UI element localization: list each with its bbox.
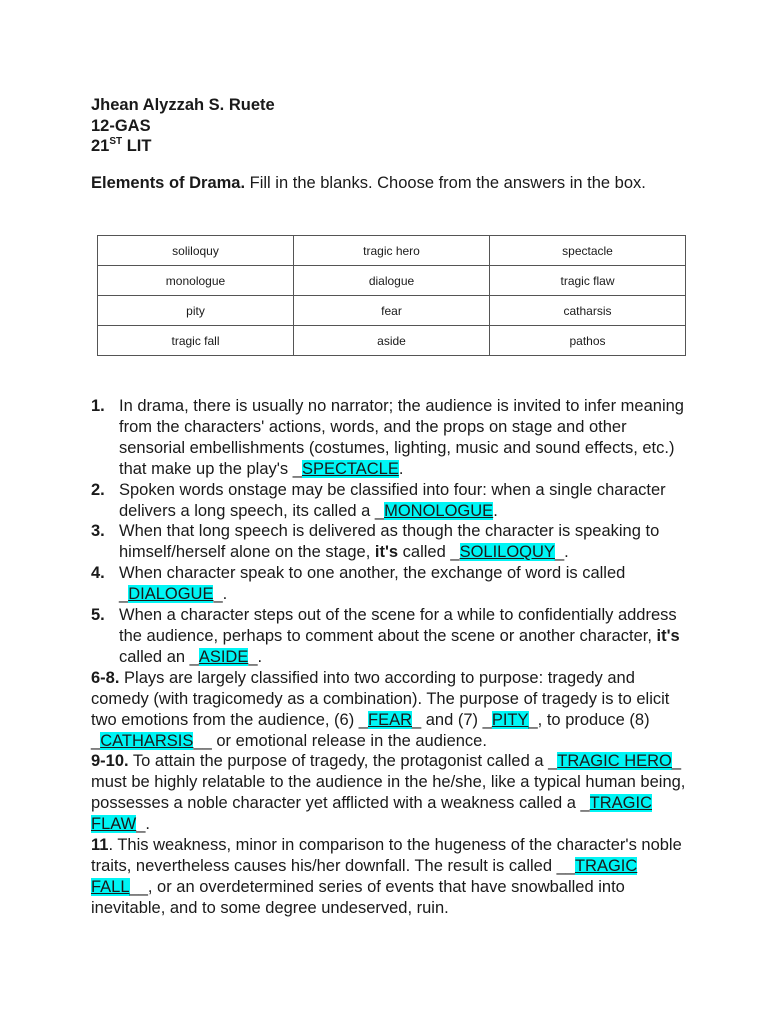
question-text: When that long speech is delivered as though the character is speaking to himself/herself alone on the stage, (119, 522, 660, 562)
question-text-mid: called _ (398, 543, 460, 562)
question-text-end: _. (554, 543, 569, 562)
question-text: Spoken words onstage may be classified into four: when a single character delivers a long speech, its called a _ (119, 480, 666, 520)
question-item (91, 521, 691, 563)
answer-highlight: SPECTACLE (301, 459, 399, 478)
subject-superscript: ST (109, 135, 123, 147)
subject-number: 21 (91, 137, 110, 155)
question-text-end: _. (213, 585, 228, 604)
question-paragraph (91, 668, 691, 752)
question-number: 9-10. (91, 752, 129, 771)
question-text: In drama, there is usually no narrator; the audience is invited to infer meaning from the characters' actions, words, and the props on stage and other sensorial embellishments (costumes, lighting, music and sound effects, etc.) that make up the play's _ (119, 397, 684, 478)
question-number: 3. (91, 522, 105, 541)
question-number: 5. (91, 606, 105, 625)
answer-highlight: CATHARSIS (100, 731, 194, 750)
choices-row (98, 236, 686, 266)
choice-cell: tragic flaw (490, 266, 686, 296)
answer-highlight: MONOLOGUE (384, 501, 494, 520)
question-item (91, 563, 691, 605)
choice-cell: aside (294, 326, 490, 356)
choice-cell: fear (294, 296, 490, 326)
choice-cell: dialogue (294, 266, 490, 296)
choice-cell: catharsis (490, 296, 686, 326)
question-text: _ must be highly relatable to the audience in the he/she, like a typical human being, possesses a noble character yet afflicted with a weakness called a _ (91, 752, 686, 813)
answer-highlight: PITY (491, 710, 529, 729)
question-text: When character speak to one another, the exchange of word is called _ (119, 564, 626, 604)
question-text: _. (136, 815, 150, 834)
answer-highlight: ASIDE (198, 647, 249, 666)
question-text: _ and (7) _ (412, 710, 492, 729)
subject-line (91, 136, 275, 157)
choice-cell: pathos (490, 326, 686, 356)
instructions (91, 173, 661, 194)
question-number: 1. (91, 397, 105, 415)
question-number: 2. (91, 480, 105, 499)
question-bold-word: it's (656, 626, 680, 645)
question-number: 4. (91, 564, 105, 583)
answer-highlight: FEAR (367, 710, 412, 729)
question-paragraph (91, 751, 691, 835)
choice-cell: soliloquy (98, 236, 294, 266)
question-item (91, 480, 691, 522)
answer-highlight: TRAGIC FALL (91, 856, 638, 896)
question-number: 11 (91, 836, 109, 855)
choice-cell: pity (98, 296, 294, 326)
question-item (91, 605, 691, 668)
question-number: 6-8. (91, 668, 120, 687)
answer-choices-box (97, 235, 686, 356)
question-text-end: _. (248, 647, 263, 666)
instructions-text: Fill in the blanks. Choose from the answers in the box. (245, 174, 646, 192)
question-text-end: . (398, 459, 404, 478)
choices-row (98, 326, 686, 356)
subject-name: LIT (122, 137, 152, 155)
choice-cell: spectacle (490, 236, 686, 266)
question-paragraph (91, 835, 691, 919)
question-text: _, to produce (8) _ (91, 710, 650, 750)
answer-highlight: DIALOGUE (128, 585, 214, 604)
answer-highlight: TRAGIC FLAW (91, 794, 652, 834)
question-text: Plays are largely classified into two according to purpose: tragedy and comedy (with tragicomedy as a combination). The purpose of tragedy is to elicit two emotions from the audience, (6) _ (91, 668, 670, 729)
question-text-mid: called an _ (119, 647, 199, 666)
choice-cell: monologue (98, 266, 294, 296)
choices-row (98, 296, 686, 326)
choices-row (98, 266, 686, 296)
answer-highlight: TRAGIC HERO (557, 752, 672, 771)
choice-cell: tragic fall (98, 326, 294, 356)
instructions-title: Elements of Drama. (91, 174, 246, 192)
student-section: 12-GAS (91, 116, 151, 135)
student-name: Jhean Alyzzah S. Ruete (91, 96, 275, 114)
question-item (91, 396, 691, 480)
answer-highlight: SOLILOQUY (459, 543, 555, 562)
choice-cell: tragic hero (294, 236, 490, 266)
question-text: When a character steps out of the scene for a while to confidentially address the audience, perhaps to comment about the scene or another character, (119, 606, 677, 645)
question-text: To attain the purpose of tragedy, the protagonist called a _ (128, 752, 558, 771)
question-text-end: . (493, 501, 498, 520)
question-list (91, 396, 691, 919)
student-header (91, 95, 275, 157)
question-bold-word: it's (374, 543, 399, 562)
question-text: . This weakness, minor in comparison to the hugeness of the character's noble traits, nevertheless causes his/her downfall. The result is called __ (91, 836, 682, 875)
question-text: __ or emotional release in the audience. (193, 731, 487, 750)
question-text: __, or an overdetermined series of events that have snowballed into inevitable, and to some degree undeserved, ruin. (91, 877, 625, 917)
